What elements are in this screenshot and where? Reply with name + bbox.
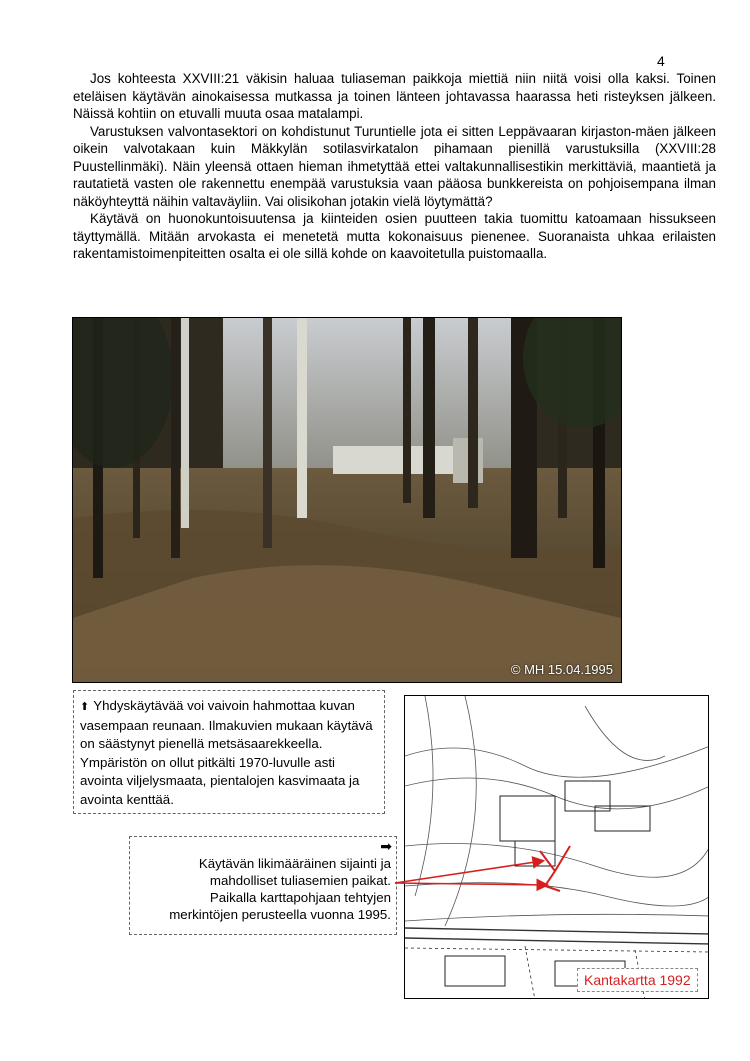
arrow-right-icon: ➡ bbox=[380, 838, 392, 854]
map-note-line: mahdolliset tuliasemien paikat. bbox=[209, 873, 391, 888]
map-note-line: Käytävän likimääräinen sijainti ja bbox=[198, 856, 391, 871]
paragraph-1: Jos kohteesta XXVIII:21 väkisin haluaa tuliaseman paikkoja miettiä niin niitä voisi olla kaksi. Toinen eteläisen käytävän ainokaisessa mutkassa ja toinen länteen johtavassa haarassa heti risteyksen jälkeen. Näissä kohtiin on etuvalli muuta osaa matalampi. bbox=[73, 71, 716, 121]
map-note-line: merkintöjen perusteella vuonna 1995. bbox=[169, 907, 391, 922]
base-map bbox=[404, 695, 709, 999]
map-label: Kantakartta 1992 bbox=[577, 968, 698, 992]
photo-caption bbox=[73, 690, 385, 814]
photo-credit: © MH 15.04.1995 bbox=[510, 662, 613, 677]
arrow-up-icon: ⬆ bbox=[80, 701, 90, 713]
forest-photo-illustration bbox=[73, 318, 621, 682]
paragraph-2: Varustuksen valvontasektori on kohdistunut Turuntielle jota ei sitten Leppävaaran kirjaston-mäen jälkeen oikein valvotakaan kuin Mäkkylän sotilasvirkatalon pihamaan pienillä varustuksilla (XXVIII:28 Puustellinmäki). Näin yleensä ottaen hieman ihmetyttää ettei valtakunnallisestikin merkittäviä, maantietä ja rautatietä vasten ole rakennettu enempää varustuksia vaan pääosa bunkkereista on pohjoisempana ilman näköyhteyttä näihin valtaväyliin. Vai olisikohan jotakin vielä löytymättä? bbox=[73, 123, 716, 209]
paragraph-3: Käytävä on huonokuntoisuutensa ja kiinteiden osien puutteen takia tuomittu katoamaan hissukseen täyttymällä. Mitään arvokasta ei menetetä mutta kokonaisuus pienenee. Suoranaista uhkaa erilaisten rakentamistoimenpiteitten osalta ei ole sillä kohde on kaavoitetulla puistomaalla. bbox=[73, 211, 716, 261]
page-number: 4 bbox=[657, 53, 665, 69]
forest-photo bbox=[72, 317, 622, 683]
map-note-line: Paikalla karttapohjaan tehtyjen bbox=[209, 890, 391, 905]
body-text bbox=[73, 70, 716, 263]
base-map-drawing bbox=[405, 696, 709, 999]
caption-text: Yhdyskäytävää voi vaivoin hahmottaa kuvan vasempaan reunaan. Ilmakuvien mukaan käytävä on säästynyt pienellä metsäsaarekkeella. Ympäristön on ollut pitkälti 1970-luvulle asti avointa viljelysmaata, pientalojen kasvimaata ja avointa kenttää. bbox=[80, 698, 373, 807]
map-note bbox=[129, 836, 397, 935]
